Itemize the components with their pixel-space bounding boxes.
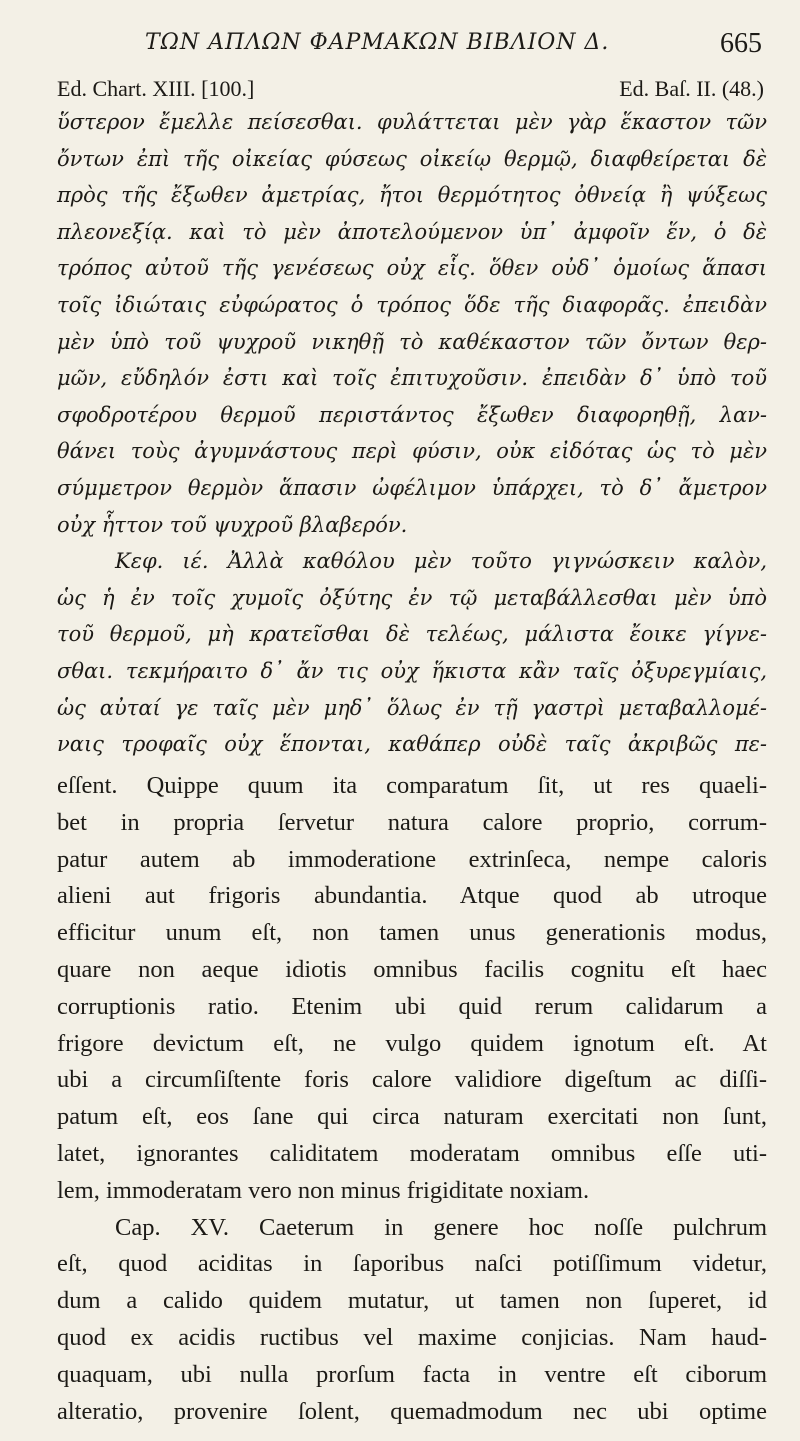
latin-line: latet, ignorantes caliditatem moderatam omnibus eſſe uti-: [57, 1139, 767, 1167]
latin-line: eſt, quod aciditas in ſaporibus naſci potiſſimum videtur,: [57, 1250, 767, 1278]
latin-line: lem, immoderatam vero non minus frigiditate noxiam.: [57, 1176, 590, 1204]
running-head: [0, 28, 800, 64]
greek-line: οὐχ ἧττον τοῦ ψυχροῦ βλαβερόν.: [57, 512, 408, 537]
greek-line: τοῦ θερμοῦ, μὴ κρατεῖσθαι δὲ τελέως, μάλιστα ἔοικε γίγνε-: [57, 622, 767, 647]
latin-line: alieni aut frigoris abundantia. Atque quod ab utroque: [57, 882, 767, 910]
greek-line: ναις τροφαῖς οὐχ ἕπονται, καθάπερ οὐδὲ ταῖς ἀκριβῶς πε-: [57, 732, 767, 757]
latin-line: quare non aeque idiotis omnibus facilis cognitu eſt haec: [57, 955, 767, 983]
greek-line: θάνει τοὺς ἀγυμνάστους περὶ φύσιν, οὐκ εἰδότας ὡς τὸ μὲν: [57, 439, 767, 464]
latin-line: patum eſt, eos ſane qui circa naturam exercitati non ſunt,: [57, 1103, 767, 1131]
latin-line: patur autem ab immoderatione extrinſeca, nempe caloris: [57, 845, 767, 873]
latin-line: bet in propria ſervetur natura calore proprio, corrum-: [57, 808, 767, 836]
latin-line: quaquam, ubi nulla prorſum facta in ventre eſt ciborum: [57, 1360, 767, 1388]
greek-line: ὕστερον ἔμελλε πείσεσθαι. φυλάττεται μὲν γὰρ ἕκαστον τῶν: [57, 110, 767, 134]
edition-basel: Ed. Baſ. II. (48.): [619, 76, 764, 101]
greek-line: πρὸς τῆς ἔξωθεν ἀμετρίας, ἤτοι θερμότητος ὀθνείᾳ ἢ ψύξεως: [57, 183, 767, 208]
greek-line: τρόπος αὐτοῦ τῆς γενέσεως οὐχ εἷς. ὅθεν οὐδ᾿ ὁμοίως ἅπασι: [57, 256, 767, 281]
greek-line: μῶν, εὔδηλόν ἐστι καὶ τοῖς ἐπιτυχοῦσιν. ἐπειδὰν δ᾿ ὑπὸ τοῦ: [57, 366, 767, 391]
greek-line: τοῖς ἰδιώταις εὐφώρατος ὁ τρόπος ὅδε τῆς διαφορᾶς. ἐπειδὰν: [57, 292, 767, 317]
greek-line: ὡς αὐταί γε ταῖς μὲν μηδ᾿ ὅλως ἐν τῇ γαστρὶ μεταβαλλομέ-: [57, 695, 767, 720]
latin-line: corruptionis ratio. Etenim ubi quid rerum calidarum a: [57, 992, 767, 1020]
greek-text-block: [57, 104, 767, 763]
latin-line: dum a calido quidem mutatur, ut tamen non ſuperet, id: [57, 1287, 767, 1315]
greek-line: ὄντων ἐπὶ τῆς οἰκείας φύσεως οἰκείῳ θερμῷ, διαφθείρεται δὲ: [57, 146, 767, 171]
latin-line: ubi a circumſiſtente foris calore validiore digeſtum ac diſſi-: [57, 1066, 767, 1094]
latin-text-block: [57, 768, 767, 1430]
greek-line: σφοδροτέρου θερμοῦ περιστάντος ἔξωθεν διαφορηθῇ, λαν-: [57, 402, 767, 427]
latin-line: eſſent. Quippe quum ita comparatum ſit, ut res quaeli-: [57, 772, 767, 799]
latin-line: efficitur unum eſt, non tamen unus generationis modus,: [57, 919, 767, 947]
edition-chartier: Ed. Chart. XIII. [100.]: [57, 76, 255, 101]
greek-chapter-heading-line: Κεφ. ιέ. Ἀλλὰ καθόλου μὲν τοῦτο γιγνώσκειν καλὸν,: [115, 549, 767, 574]
latin-line: frigore devictum eſt, ne vulgo quidem ignotum eſt. At: [57, 1029, 767, 1057]
greek-line: σύμμετρον θερμὸν ἅπασιν ὠφέλιμον ὑπάρχει, τὸ δ᾿ ἄμετρον: [57, 475, 767, 500]
latin-line: quod ex acidis ructibus vel maxime conjicias. Nam haud-: [57, 1323, 767, 1351]
greek-line: μὲν ὑπὸ τοῦ ψυχροῦ νικηθῇ τὸ καθέκαστον τῶν ὄντων θερ-: [57, 329, 767, 354]
latin-chapter-heading-line: Cap. XV. Caeterum in genere hoc noſſe pulchrum: [115, 1213, 767, 1241]
running-title: ΤΩΝ ΑΠΛΩΝ ΦΑΡΜΑΚΩΝ ΒΙΒΛΙΟΝ Δ.: [145, 30, 610, 55]
latin-line: alteratio, provenire ſolent, quemadmodum nec ubi optime: [57, 1397, 767, 1425]
edition-references: [0, 76, 800, 106]
greek-line: σθαι. τεκμήραιτο δ᾿ ἄν τις οὐχ ἥκιστα κἂν ταῖς ὀξυρεγμίαις,: [57, 658, 767, 683]
page-number: 665: [720, 28, 762, 59]
greek-line: ὡς ἡ ἐν τοῖς χυμοῖς ὀξύτης ἐν τῷ μεταβάλλεσθαι μὲν ὑπὸ: [57, 585, 767, 610]
greek-line: πλεονεξίᾳ. καὶ τὸ μὲν ἀποτελούμενον ὑπ᾿ ἀμφοῖν ἕν, ὁ δὲ: [57, 219, 767, 244]
